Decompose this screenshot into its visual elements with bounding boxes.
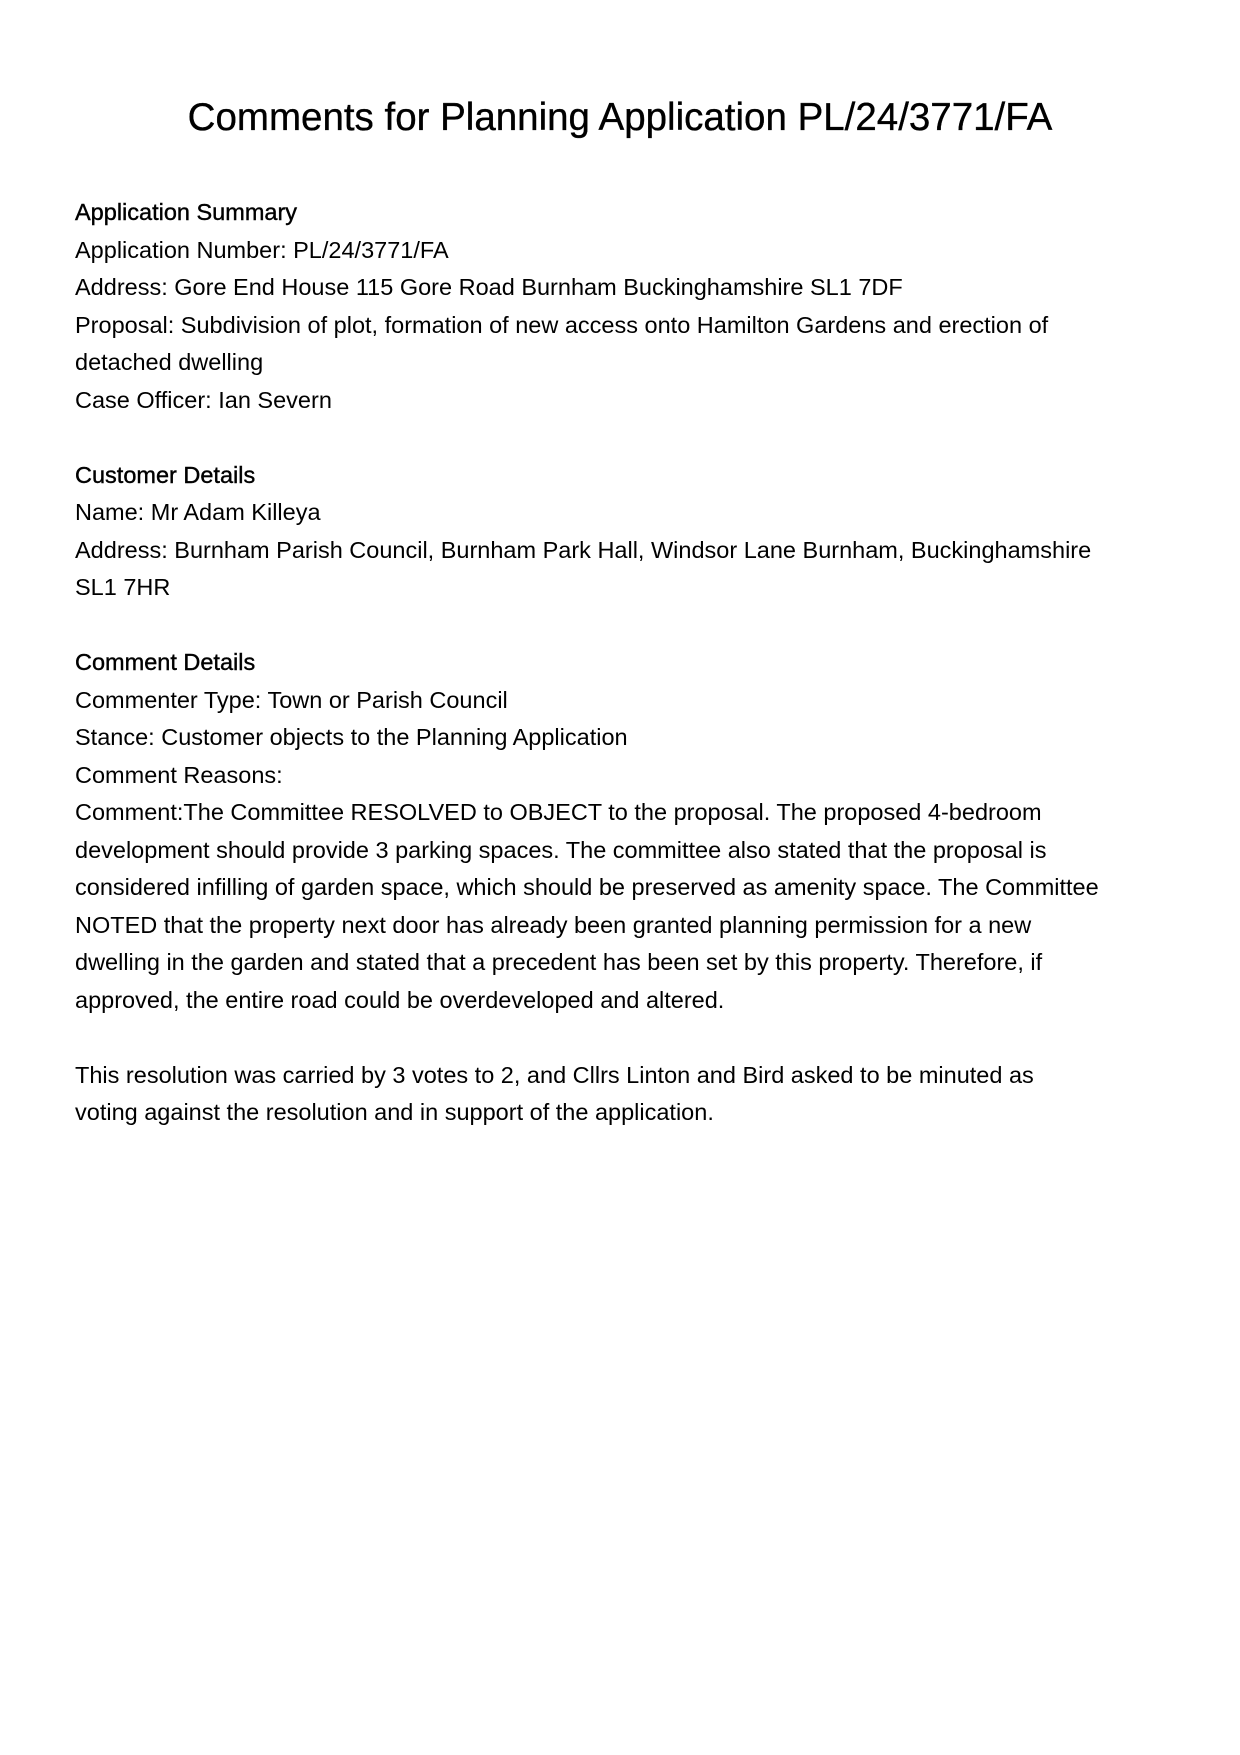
section-spacer [75,419,1165,457]
application-summary-section [75,194,1165,419]
stance: Stance: Customer objects to the Planning Application [75,724,628,750]
proposal-line-1: Proposal: Subdivision of plot, formation of new access onto Hamilton Gardens and erection of [75,311,1049,338]
comment-line: Comment:The Committee RESOLVED to OBJECT to the proposal. The proposed 4-bedroom [75,799,1042,825]
commenter-type: Commenter Type: Town or Parish Council [75,686,508,713]
section-spacer [75,607,1165,645]
customer-address-line-1: Address: Burnham Parish Council, Burnham Park Hall, Windsor Lane Burnham, Buckinghamshire [75,536,1092,563]
site-address: Address: Gore End House 115 Gore Road Burnham Buckinghamshire SL1 7DF [75,274,903,300]
comment-reasons: Comment Reasons: [75,761,283,788]
title-spacer [75,144,1165,194]
customer-name: Name: Mr Adam Killeya [75,499,321,525]
comment-line: approved, the entire road could be overdeveloped and altered. [75,986,725,1013]
comment-line: dwelling in the garden and stated that a precedent has been set by this property. Therefore, if [75,949,1043,975]
paragraph-spacer [75,1019,1165,1057]
comment-details-section [75,644,1165,1132]
customer-details-heading: Customer Details [75,461,256,488]
customer-address-line-2: SL1 7HR [75,574,171,600]
case-officer: Case Officer: Ian Severn [75,386,332,413]
application-number: Application Number: PL/24/3771/FA [75,236,449,263]
resolution-line: This resolution was carried by 3 votes to 2, and Cllrs Linton and Bird asked to be minuted as [75,1061,1034,1088]
document-title: Comments for Planning Application PL/24/3771/FA [187,96,1053,139]
comment-line: considered infilling of garden space, which should be preserved as amenity space. The Committee [75,874,1099,900]
application-summary-heading: Application Summary [75,199,298,225]
customer-details-section [75,457,1165,607]
comment-line: development should provide 3 parking spaces. The committee also stated that the proposal is [75,836,1047,863]
comment-line: NOTED that the property next door has already been granted planning permission for a new [75,911,1032,938]
comment-details-heading: Comment Details [75,649,256,675]
resolution-line: voting against the resolution and in support of the application. [75,1099,714,1125]
proposal-line-2: detached dwelling [75,349,264,375]
